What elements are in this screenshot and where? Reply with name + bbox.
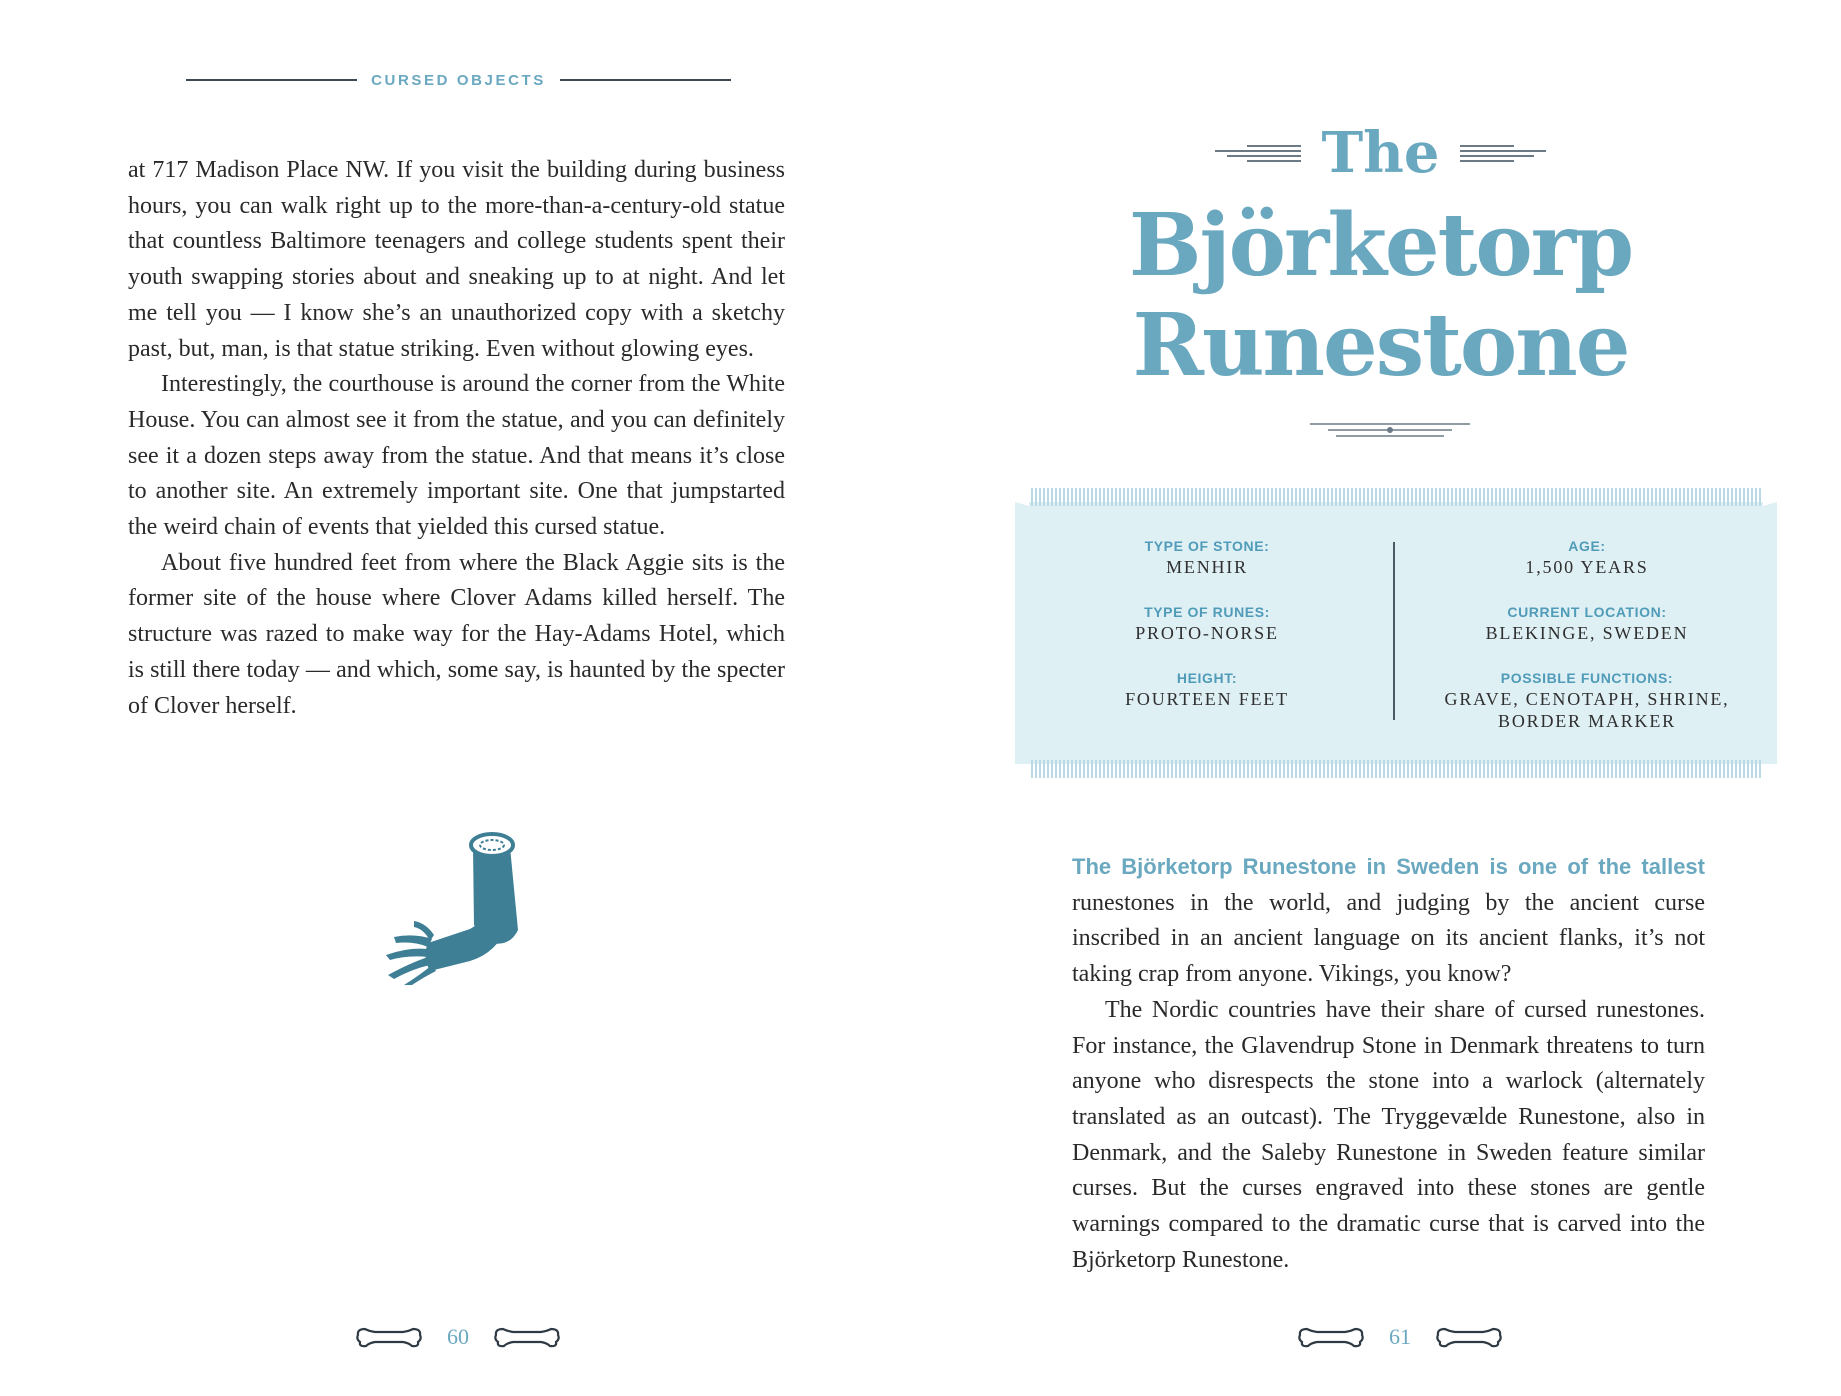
fact-value: 1,500 YEARS [1525, 557, 1649, 577]
paragraph-text: runestones in the world, and judging by the ancient curse inscribed in an ancient language on its ancient flanks, it’s not taking crap from anyone. Vikings, you know? [1072, 889, 1705, 988]
fact-item [1407, 668, 1767, 734]
left-page [0, 0, 920, 1396]
paragraph: About five hundred feet from where the Black Aggie sits is the former site of the house where Clover Adams killed herself. The structure was razed to make way for the Hay-Adams Hotel, which is still there today — and which, some say, is haunted by the specter of Clover herself. [128, 549, 785, 719]
fact-item [1027, 668, 1387, 734]
page-title-line2: Runestone [1132, 295, 1629, 396]
fact-label: POSSIBLE FUNCTIONS: [1500, 670, 1674, 686]
paragraph: The Nordic countries have their share of cursed runestones. For instance, the Glavendrup Stone in Denmark threatens to turn anyone who disrespects the stone into a warlock (alternately translated as an outcast). The Tryggevælde Runestone, also in Denmark, and the Saleby Runestone in Sweden feature similar curses. But the curses engraved into these stones are gentle warnings compared to the dramatic curse that is carved into the Björketorp Runestone. [1072, 996, 1705, 1273]
fact-item [1407, 602, 1767, 668]
speed-lines-ornament-left [1207, 143, 1303, 163]
fact-item [1027, 602, 1387, 668]
lead-in: The Björketorp Runestone in Sweden is one of the tallest [1072, 854, 1705, 879]
fact-box-left-column [1027, 536, 1387, 734]
fact-item [1027, 536, 1387, 602]
folio [355, 1320, 561, 1354]
severed-arm-icon [370, 825, 540, 985]
page-number: 60 [447, 1324, 469, 1349]
fact-label: CURRENT LOCATION: [1507, 604, 1667, 620]
bone-icon [355, 1323, 423, 1351]
title-the: The [1321, 120, 1440, 186]
right-body-text [1072, 849, 1705, 1278]
title-ornament [1310, 418, 1470, 444]
fact-value: GRAVE, CENOTAPH, SHRINE, BORDER MARKER [1444, 689, 1730, 731]
paragraph: at 717 Madison Place NW. If you visit the building during business hours, you can walk right up to the more-than-a-century-old statue that countless Baltimore teenagers and college students spent their youth swapping stories about and sneaking up to at night. And let me tell you — I know she’s an unauthorized copy with a sketchy past, but, man, is that statue striking. Even without glowing eyes. [128, 157, 785, 362]
left-body-text [128, 153, 785, 724]
bone-icon [1297, 1323, 1365, 1351]
header-rule-left [186, 79, 357, 81]
fact-label: TYPE OF RUNES: [1144, 604, 1270, 620]
fact-label: HEIGHT: [1176, 670, 1238, 686]
title-the-line [920, 118, 1841, 188]
fact-value: PROTO-NORSE [1135, 623, 1279, 643]
speed-lines-ornament-right [1458, 143, 1554, 163]
right-page [920, 0, 1841, 1396]
fact-value: FOURTEEN FEET [1125, 689, 1289, 709]
bone-icon [1435, 1323, 1503, 1351]
fact-box [1015, 488, 1777, 778]
page-title-line1: Björketorp [1128, 195, 1633, 296]
bone-icon [493, 1323, 561, 1351]
running-header [186, 68, 731, 92]
fact-value: MENHIR [1166, 557, 1248, 577]
fact-value: BLEKINGE, SWEDEN [1485, 623, 1689, 643]
fact-box-right-column [1407, 536, 1767, 734]
fact-item [1407, 536, 1767, 602]
page-number: 61 [1389, 1324, 1411, 1349]
fact-box-divider [1393, 542, 1395, 720]
fact-label: TYPE OF STONE: [1144, 538, 1270, 554]
running-header-label: CURSED OBJECTS [371, 71, 546, 89]
header-rule-right [560, 79, 731, 81]
fact-label: AGE: [1568, 538, 1606, 554]
paragraph: Interestingly, the courthouse is around the corner from the White House. You can almost see it from the statue, and you can definitely see it a dozen steps away from the statue. And that means it’s close to another site. An extremely important site. One that jumpstarted the weird chain of events that yielded this cursed statue. [128, 371, 785, 541]
paragraph [1072, 849, 1705, 993]
folio [1297, 1320, 1503, 1354]
